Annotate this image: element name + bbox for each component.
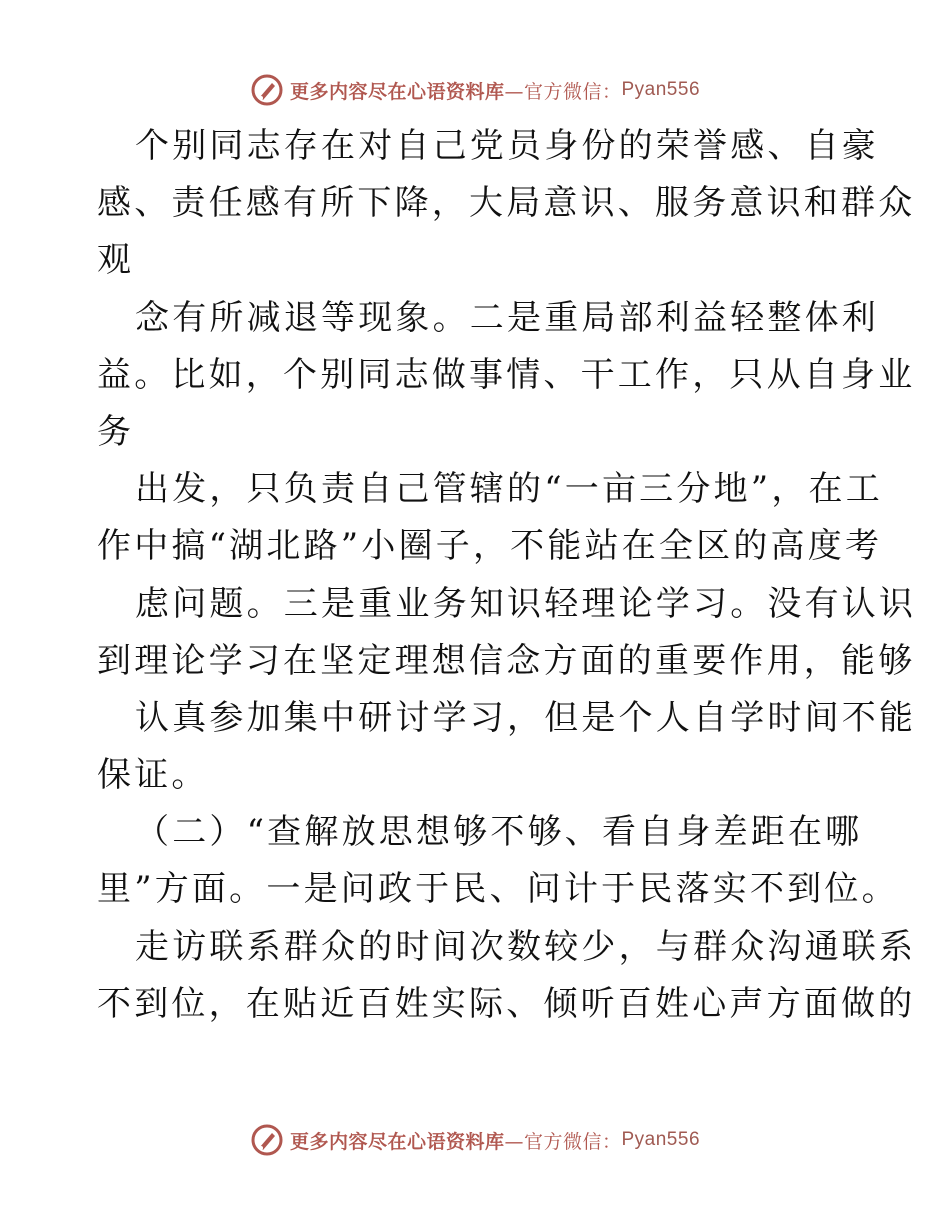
section-heading-line: （二）“查解放思想够不够、看自身差距在哪 — [135, 812, 863, 853]
text-line: 个别同志存在对自己党员身份的荣誉感、自豪 — [135, 126, 879, 166]
document-body — [97, 118, 917, 1033]
text-line: 到理论学习在坚定理想信念方面的重要作用，能够 — [97, 640, 916, 681]
text-line: 务 — [97, 411, 135, 452]
text-line: 感、责任感有所下降，大局意识、服务意识和群众 — [97, 183, 916, 224]
watermark-separator: —官方微信： — [504, 80, 622, 103]
watermark-wechat-id: Pyan556 — [621, 1129, 701, 1150]
header-watermark — [0, 70, 950, 110]
watermark-title: 更多内容尽在心语资料库 — [289, 1130, 505, 1153]
pen-seal-logo-icon — [250, 1123, 284, 1157]
text-line: 作中搞“湖北路”小圈子，不能站在全区的高度考 — [97, 526, 883, 567]
text-line: 念有所减退等现象。二是重局部利益轻整体利 — [135, 297, 879, 338]
text-line: 保证。 — [97, 755, 209, 796]
footer-watermark — [0, 1120, 950, 1160]
text-line: 不到位，在贴近百姓实际、倾听百姓心声方面做的 — [97, 983, 916, 1024]
text-line: 虑问题。三是重业务知识轻理论学习。没有认识 — [135, 583, 917, 624]
watermark-separator: —官方微信： — [504, 1130, 622, 1153]
pen-seal-logo-icon — [250, 73, 284, 107]
text-line: 认真参加集中研讨学习，但是个人自学时间不能 — [135, 697, 917, 738]
text-line: 里”方面。一是问政于民、问计于民落实不到位。 — [97, 869, 899, 910]
watermark-wechat-id: Pyan556 — [621, 79, 701, 100]
text-line: 出发，只负责自己管辖的“一亩三分地”，在工 — [135, 469, 883, 510]
watermark-title: 更多内容尽在心语资料库 — [289, 80, 505, 103]
text-line: 观 — [97, 240, 135, 281]
text-line: 走访联系群众的时间次数较少，与群众沟通联系 — [135, 926, 917, 967]
text-line: 益。比如，个别同志做事情、干工作，只从自身业 — [97, 354, 916, 395]
